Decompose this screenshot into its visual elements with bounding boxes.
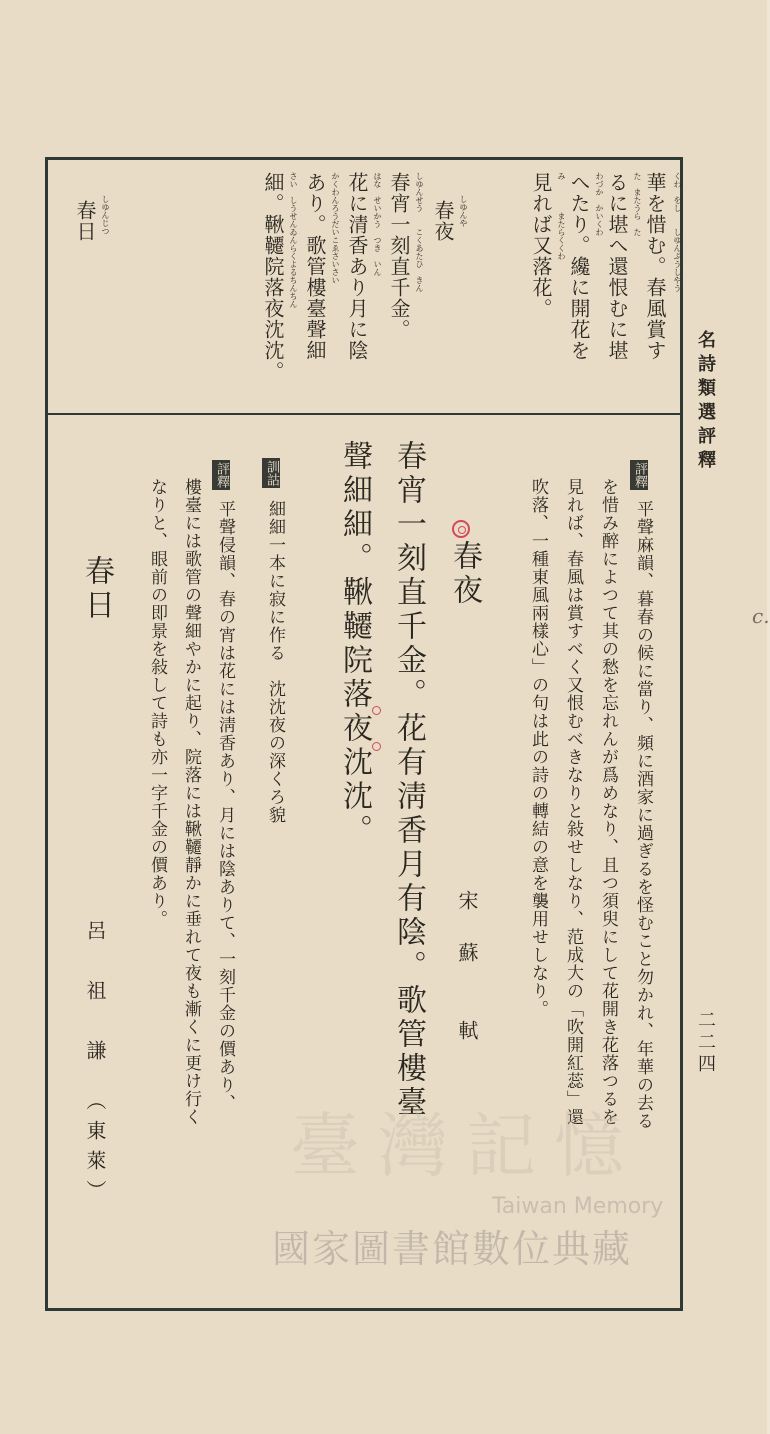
running-header: 名詩類選評釋 <box>695 330 716 474</box>
ruby-text: しゆんせう こくあたひ きん <box>415 172 424 292</box>
next-poem-title: 春日 <box>79 555 114 623</box>
ruby-text: くわ をし しゆんぷうしやう <box>673 172 682 292</box>
watermark-latin: Taiwan Memory <box>492 1194 664 1219</box>
review-text: 吹落、一種東風兩樣心」の句は此の詩の轉結の意を襲用せしなり。 <box>528 478 548 1018</box>
ruby-text: た またうら た <box>633 172 642 236</box>
emphasis-circle-icon <box>452 520 470 542</box>
ruby-text: しゆんや <box>459 195 468 227</box>
ruby-text: かくわんろうだいこゑさいさい <box>331 172 340 284</box>
review-text: を惜み醉によつて其の愁を忘れんが爲めなり、且つ須臾にして花開き花落つるを <box>598 478 618 1126</box>
review2-label: 評釋 <box>214 462 229 488</box>
review2-text: なりと、眼前の即景を敍して詩も亦一字千金の價あり。 <box>147 478 167 928</box>
gloss-text: 細細一本に寂に作る 沈沈夜の深くろ貌 <box>265 500 285 824</box>
review-label: 評釋 <box>632 462 647 488</box>
review-text: 平聲麻韻、暮春の候に當り、頻に酒家に過ぎるを怪むこと勿かれ、年華の去る <box>633 500 653 1130</box>
poem-reading-line: 春宵一刻直千金。 <box>387 172 411 340</box>
section-divider <box>45 413 683 415</box>
poem-line: 春宵一刻直千金。花有淸香月有陰。歌管樓臺 <box>391 440 426 1120</box>
poem-reading-line: あり。歌管樓臺聲細 <box>303 172 327 361</box>
review2-text: 樓臺には歌管の聲細やかに起り、院落には鞦韆靜かに垂れて夜も漸くに更け行く <box>181 478 201 1126</box>
poem-line: 聲細細。鞦韆院落夜沈沈。 <box>337 440 372 848</box>
gloss-label: 訓詁 <box>264 460 279 486</box>
rhyme-mark <box>372 742 381 751</box>
poem-title-upper: 春夜 <box>431 200 455 242</box>
ruby-text: はな せいかう つき いん <box>373 172 382 276</box>
rhyme-mark <box>372 706 381 715</box>
next-poem-author: 呂 祖 謙 （東萊） <box>83 920 107 1210</box>
review-text: 見れば、春風は賞すべく又恨むべきなりと敍せしなり、范成大の「吹開紅蕊」還 <box>563 478 583 1126</box>
upper-line: 華を惜む。春風賞す <box>643 172 667 361</box>
ruby-text: さい しうせんゐんらくよるちんちん <box>289 172 298 308</box>
upper-line: へたり。纔に開花を <box>567 172 591 361</box>
watermark-script: 臺灣記憶 <box>290 1105 642 1187</box>
poem-author: 宋 蘇 軾 <box>455 890 479 1046</box>
ruby-text: わづか かいくわ <box>595 172 604 236</box>
poem-reading-line: 花に清香あり月に陰 <box>345 172 369 361</box>
poem-reading-line: 細。鞦韆院落夜沈沈。 <box>261 172 285 382</box>
upper-line: 見れば又落花。 <box>529 172 553 319</box>
watermark-text: 國家圖書館數位典藏 <box>272 1227 633 1271</box>
ruby-text: しゆんじつ <box>101 195 110 235</box>
margin-mark: c. <box>752 604 770 628</box>
poem-title: 春夜 <box>447 540 482 608</box>
upper-line: るに堪へ還恨むに堪 <box>605 172 629 361</box>
ruby-text: み またらくくわ <box>557 172 566 260</box>
review2-text: 平聲侵韻、春の宵は花には淸香あり、月には陰ありて、一刻千金の價あり、 <box>215 500 235 1112</box>
next-poem-title-upper: 春日 <box>73 200 97 242</box>
page-number: 二二四 <box>695 1010 716 1076</box>
